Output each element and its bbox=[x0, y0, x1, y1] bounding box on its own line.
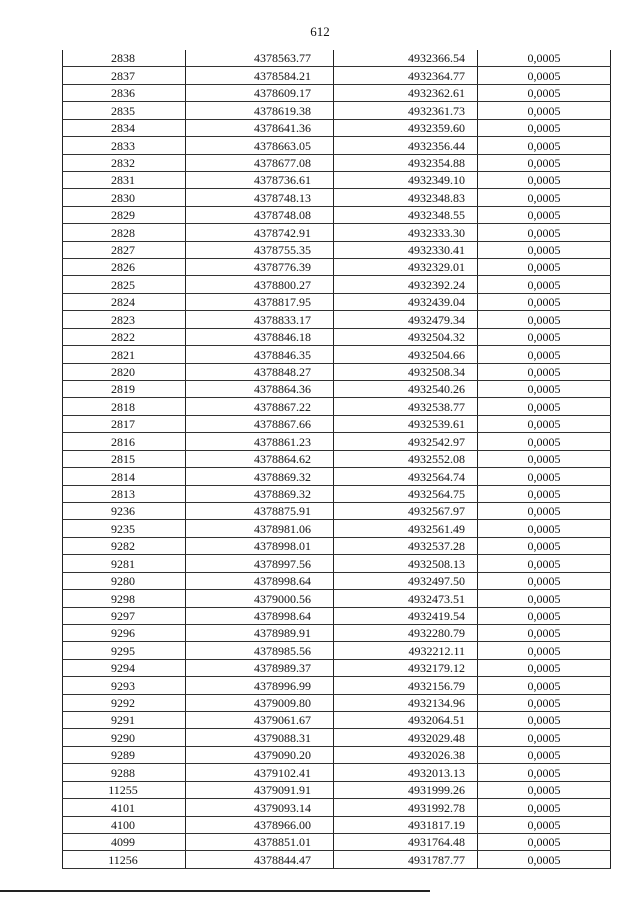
point-number-cell: 2813 bbox=[63, 485, 186, 502]
table-row bbox=[63, 485, 611, 502]
y-coordinate-cell: 4932419.54 bbox=[334, 607, 478, 624]
y-coordinate-cell: 4932497.50 bbox=[334, 572, 478, 589]
point-number-cell: 4099 bbox=[63, 833, 186, 850]
point-number-cell: 9281 bbox=[63, 555, 186, 572]
x-coordinate-cell: 4378846.18 bbox=[186, 328, 334, 345]
table-row bbox=[63, 119, 611, 136]
y-coordinate-cell: 4932354.88 bbox=[334, 154, 478, 171]
point-number-cell: 2828 bbox=[63, 224, 186, 241]
table-row bbox=[63, 241, 611, 258]
point-number-cell: 2821 bbox=[63, 346, 186, 363]
y-coordinate-cell: 4932564.75 bbox=[334, 485, 478, 502]
y-coordinate-cell: 4932156.79 bbox=[334, 677, 478, 694]
value-cell: 0,0005 bbox=[478, 712, 611, 729]
point-number-cell: 2830 bbox=[63, 189, 186, 206]
value-cell: 0,0005 bbox=[478, 555, 611, 572]
table-row bbox=[63, 520, 611, 537]
y-coordinate-cell: 4932064.51 bbox=[334, 712, 478, 729]
point-number-cell: 9292 bbox=[63, 694, 186, 711]
value-cell: 0,0005 bbox=[478, 328, 611, 345]
y-coordinate-cell: 4932361.73 bbox=[334, 102, 478, 119]
y-coordinate-cell: 4932537.28 bbox=[334, 537, 478, 554]
point-number-cell: 2826 bbox=[63, 259, 186, 276]
point-number-cell: 9293 bbox=[63, 677, 186, 694]
y-coordinate-cell: 4932508.34 bbox=[334, 363, 478, 380]
y-coordinate-cell: 4932330.41 bbox=[334, 241, 478, 258]
value-cell: 0,0005 bbox=[478, 119, 611, 136]
point-number-cell: 2816 bbox=[63, 433, 186, 450]
y-coordinate-cell: 4932504.32 bbox=[334, 328, 478, 345]
x-coordinate-cell: 4378748.13 bbox=[186, 189, 334, 206]
bottom-rule bbox=[0, 890, 430, 892]
y-coordinate-cell: 4932212.11 bbox=[334, 642, 478, 659]
table-row bbox=[63, 502, 611, 519]
x-coordinate-cell: 4379009.80 bbox=[186, 694, 334, 711]
x-coordinate-cell: 4378998.64 bbox=[186, 607, 334, 624]
x-coordinate-cell: 4378861.23 bbox=[186, 433, 334, 450]
y-coordinate-cell: 4931764.48 bbox=[334, 833, 478, 850]
x-coordinate-cell: 4378869.32 bbox=[186, 468, 334, 485]
point-number-cell: 9291 bbox=[63, 712, 186, 729]
x-coordinate-cell: 4378609.17 bbox=[186, 84, 334, 101]
x-coordinate-cell: 4379061.67 bbox=[186, 712, 334, 729]
point-number-cell: 9290 bbox=[63, 729, 186, 746]
table-row bbox=[63, 137, 611, 154]
y-coordinate-cell: 4932348.55 bbox=[334, 206, 478, 223]
x-coordinate-cell: 4378748.08 bbox=[186, 206, 334, 223]
y-coordinate-cell: 4932179.12 bbox=[334, 659, 478, 676]
table-row bbox=[63, 50, 611, 67]
table-row bbox=[63, 259, 611, 276]
table-row bbox=[63, 398, 611, 415]
y-coordinate-cell: 4932439.04 bbox=[334, 293, 478, 310]
x-coordinate-cell: 4378736.61 bbox=[186, 171, 334, 188]
point-number-cell: 4101 bbox=[63, 799, 186, 816]
table-row bbox=[63, 67, 611, 84]
value-cell: 0,0005 bbox=[478, 224, 611, 241]
value-cell: 0,0005 bbox=[478, 311, 611, 328]
x-coordinate-cell: 4378997.56 bbox=[186, 555, 334, 572]
table-row bbox=[63, 712, 611, 729]
point-number-cell: 9288 bbox=[63, 764, 186, 781]
x-coordinate-cell: 4378867.22 bbox=[186, 398, 334, 415]
value-cell: 0,0005 bbox=[478, 764, 611, 781]
x-coordinate-cell: 4378869.32 bbox=[186, 485, 334, 502]
x-coordinate-cell: 4378989.37 bbox=[186, 659, 334, 676]
x-coordinate-cell: 4378867.66 bbox=[186, 415, 334, 432]
point-number-cell: 2815 bbox=[63, 450, 186, 467]
y-coordinate-cell: 4932333.30 bbox=[334, 224, 478, 241]
y-coordinate-cell: 4931817.19 bbox=[334, 816, 478, 833]
point-number-cell: 2822 bbox=[63, 328, 186, 345]
point-number-cell: 4100 bbox=[63, 816, 186, 833]
x-coordinate-cell: 4378981.06 bbox=[186, 520, 334, 537]
table-row bbox=[63, 659, 611, 676]
value-cell: 0,0005 bbox=[478, 50, 611, 67]
value-cell: 0,0005 bbox=[478, 259, 611, 276]
table-row bbox=[63, 624, 611, 641]
y-coordinate-cell: 4932280.79 bbox=[334, 624, 478, 641]
point-number-cell: 2818 bbox=[63, 398, 186, 415]
y-coordinate-cell: 4932366.54 bbox=[334, 50, 478, 67]
x-coordinate-cell: 4378833.17 bbox=[186, 311, 334, 328]
point-number-cell: 9294 bbox=[63, 659, 186, 676]
point-number-cell: 2837 bbox=[63, 67, 186, 84]
y-coordinate-cell: 4932356.44 bbox=[334, 137, 478, 154]
value-cell: 0,0005 bbox=[478, 851, 611, 868]
x-coordinate-cell: 4378742.91 bbox=[186, 224, 334, 241]
value-cell: 0,0005 bbox=[478, 450, 611, 467]
point-number-cell: 2832 bbox=[63, 154, 186, 171]
value-cell: 0,0005 bbox=[478, 137, 611, 154]
table-body bbox=[63, 50, 611, 868]
point-number-cell: 2831 bbox=[63, 171, 186, 188]
x-coordinate-cell: 4379000.56 bbox=[186, 590, 334, 607]
value-cell: 0,0005 bbox=[478, 746, 611, 763]
x-coordinate-cell: 4378985.56 bbox=[186, 642, 334, 659]
y-coordinate-cell: 4931787.77 bbox=[334, 851, 478, 868]
y-coordinate-cell: 4932348.83 bbox=[334, 189, 478, 206]
value-cell: 0,0005 bbox=[478, 607, 611, 624]
value-cell: 0,0005 bbox=[478, 659, 611, 676]
y-coordinate-cell: 4932552.08 bbox=[334, 450, 478, 467]
point-number-cell: 9280 bbox=[63, 572, 186, 589]
point-number-cell: 2814 bbox=[63, 468, 186, 485]
table-row bbox=[63, 590, 611, 607]
table-row bbox=[63, 799, 611, 816]
x-coordinate-cell: 4378755.35 bbox=[186, 241, 334, 258]
x-coordinate-cell: 4379093.14 bbox=[186, 799, 334, 816]
x-coordinate-cell: 4378663.05 bbox=[186, 137, 334, 154]
point-number-cell: 2836 bbox=[63, 84, 186, 101]
x-coordinate-cell: 4378864.36 bbox=[186, 381, 334, 398]
y-coordinate-cell: 4932013.13 bbox=[334, 764, 478, 781]
point-number-cell: 2824 bbox=[63, 293, 186, 310]
point-number-cell: 2820 bbox=[63, 363, 186, 380]
table-row bbox=[63, 746, 611, 763]
y-coordinate-cell: 4932329.01 bbox=[334, 259, 478, 276]
x-coordinate-cell: 4378677.08 bbox=[186, 154, 334, 171]
y-coordinate-cell: 4932364.77 bbox=[334, 67, 478, 84]
x-coordinate-cell: 4378844.47 bbox=[186, 851, 334, 868]
point-number-cell: 2819 bbox=[63, 381, 186, 398]
y-coordinate-cell: 4932479.34 bbox=[334, 311, 478, 328]
y-coordinate-cell: 4931999.26 bbox=[334, 781, 478, 798]
point-number-cell: 11255 bbox=[63, 781, 186, 798]
x-coordinate-cell: 4378998.01 bbox=[186, 537, 334, 554]
table-row bbox=[63, 189, 611, 206]
y-coordinate-cell: 4932538.77 bbox=[334, 398, 478, 415]
value-cell: 0,0005 bbox=[478, 346, 611, 363]
value-cell: 0,0005 bbox=[478, 206, 611, 223]
table-row bbox=[63, 729, 611, 746]
y-coordinate-cell: 4932508.13 bbox=[334, 555, 478, 572]
point-number-cell: 2827 bbox=[63, 241, 186, 258]
table-row bbox=[63, 450, 611, 467]
point-number-cell: 11256 bbox=[63, 851, 186, 868]
value-cell: 0,0005 bbox=[478, 468, 611, 485]
value-cell: 0,0005 bbox=[478, 624, 611, 641]
value-cell: 0,0005 bbox=[478, 84, 611, 101]
value-cell: 0,0005 bbox=[478, 293, 611, 310]
page-number: 612 bbox=[310, 24, 330, 39]
table-row bbox=[63, 346, 611, 363]
point-number-cell: 9296 bbox=[63, 624, 186, 641]
x-coordinate-cell: 4378851.01 bbox=[186, 833, 334, 850]
value-cell: 0,0005 bbox=[478, 520, 611, 537]
y-coordinate-cell: 4932540.26 bbox=[334, 381, 478, 398]
point-number-cell: 2834 bbox=[63, 119, 186, 136]
table-row bbox=[63, 816, 611, 833]
x-coordinate-cell: 4378998.64 bbox=[186, 572, 334, 589]
value-cell: 0,0005 bbox=[478, 677, 611, 694]
value-cell: 0,0005 bbox=[478, 833, 611, 850]
value-cell: 0,0005 bbox=[478, 694, 611, 711]
point-number-cell: 9235 bbox=[63, 520, 186, 537]
table-row bbox=[63, 694, 611, 711]
table-row bbox=[63, 764, 611, 781]
point-number-cell: 9236 bbox=[63, 502, 186, 519]
table-row bbox=[63, 833, 611, 850]
table-row bbox=[63, 102, 611, 119]
table-row bbox=[63, 224, 611, 241]
x-coordinate-cell: 4378800.27 bbox=[186, 276, 334, 293]
table-row bbox=[63, 572, 611, 589]
y-coordinate-cell: 4932567.97 bbox=[334, 502, 478, 519]
x-coordinate-cell: 4378776.39 bbox=[186, 259, 334, 276]
x-coordinate-cell: 4378966.00 bbox=[186, 816, 334, 833]
value-cell: 0,0005 bbox=[478, 398, 611, 415]
value-cell: 0,0005 bbox=[478, 102, 611, 119]
value-cell: 0,0005 bbox=[478, 572, 611, 589]
value-cell: 0,0005 bbox=[478, 381, 611, 398]
y-coordinate-cell: 4932564.74 bbox=[334, 468, 478, 485]
table-row bbox=[63, 781, 611, 798]
value-cell: 0,0005 bbox=[478, 189, 611, 206]
x-coordinate-cell: 4379091.91 bbox=[186, 781, 334, 798]
table-row bbox=[63, 328, 611, 345]
x-coordinate-cell: 4378563.77 bbox=[186, 50, 334, 67]
y-coordinate-cell: 4932542.97 bbox=[334, 433, 478, 450]
x-coordinate-cell: 4378875.91 bbox=[186, 502, 334, 519]
y-coordinate-cell: 4932359.60 bbox=[334, 119, 478, 136]
table-row bbox=[63, 363, 611, 380]
point-number-cell: 9298 bbox=[63, 590, 186, 607]
x-coordinate-cell: 4378817.95 bbox=[186, 293, 334, 310]
point-number-cell: 2817 bbox=[63, 415, 186, 432]
table-row bbox=[63, 276, 611, 293]
y-coordinate-cell: 4932029.48 bbox=[334, 729, 478, 746]
value-cell: 0,0005 bbox=[478, 171, 611, 188]
table-row bbox=[63, 677, 611, 694]
value-cell: 0,0005 bbox=[478, 363, 611, 380]
x-coordinate-cell: 4379090.20 bbox=[186, 746, 334, 763]
point-number-cell: 2825 bbox=[63, 276, 186, 293]
point-number-cell: 2838 bbox=[63, 50, 186, 67]
y-coordinate-cell: 4932392.24 bbox=[334, 276, 478, 293]
value-cell: 0,0005 bbox=[478, 502, 611, 519]
x-coordinate-cell: 4378996.99 bbox=[186, 677, 334, 694]
value-cell: 0,0005 bbox=[478, 799, 611, 816]
point-number-cell: 9282 bbox=[63, 537, 186, 554]
x-coordinate-cell: 4379088.31 bbox=[186, 729, 334, 746]
x-coordinate-cell: 4378619.38 bbox=[186, 102, 334, 119]
y-coordinate-cell: 4932349.10 bbox=[334, 171, 478, 188]
y-coordinate-cell: 4932561.49 bbox=[334, 520, 478, 537]
value-cell: 0,0005 bbox=[478, 816, 611, 833]
value-cell: 0,0005 bbox=[478, 781, 611, 798]
y-coordinate-cell: 4932362.61 bbox=[334, 84, 478, 101]
x-coordinate-cell: 4378846.35 bbox=[186, 346, 334, 363]
value-cell: 0,0005 bbox=[478, 485, 611, 502]
table-row bbox=[63, 171, 611, 188]
coordinates-table-container bbox=[62, 50, 610, 869]
table-row bbox=[63, 293, 611, 310]
table-row bbox=[63, 311, 611, 328]
x-coordinate-cell: 4379102.41 bbox=[186, 764, 334, 781]
table-row bbox=[63, 468, 611, 485]
x-coordinate-cell: 4378989.91 bbox=[186, 624, 334, 641]
table-row bbox=[63, 381, 611, 398]
value-cell: 0,0005 bbox=[478, 590, 611, 607]
y-coordinate-cell: 4932134.96 bbox=[334, 694, 478, 711]
x-coordinate-cell: 4378864.62 bbox=[186, 450, 334, 467]
y-coordinate-cell: 4932473.51 bbox=[334, 590, 478, 607]
table-row bbox=[63, 433, 611, 450]
x-coordinate-cell: 4378848.27 bbox=[186, 363, 334, 380]
value-cell: 0,0005 bbox=[478, 537, 611, 554]
table-row bbox=[63, 415, 611, 432]
y-coordinate-cell: 4932504.66 bbox=[334, 346, 478, 363]
table-row bbox=[63, 607, 611, 624]
point-number-cell: 2833 bbox=[63, 137, 186, 154]
coordinates-table bbox=[62, 50, 611, 869]
table-row bbox=[63, 154, 611, 171]
table-row bbox=[63, 851, 611, 868]
y-coordinate-cell: 4932539.61 bbox=[334, 415, 478, 432]
point-number-cell: 9295 bbox=[63, 642, 186, 659]
x-coordinate-cell: 4378584.21 bbox=[186, 67, 334, 84]
point-number-cell: 9297 bbox=[63, 607, 186, 624]
point-number-cell: 9289 bbox=[63, 746, 186, 763]
table-row bbox=[63, 84, 611, 101]
x-coordinate-cell: 4378641.36 bbox=[186, 119, 334, 136]
table-row bbox=[63, 555, 611, 572]
table-row bbox=[63, 642, 611, 659]
value-cell: 0,0005 bbox=[478, 154, 611, 171]
point-number-cell: 2823 bbox=[63, 311, 186, 328]
value-cell: 0,0005 bbox=[478, 642, 611, 659]
table-row bbox=[63, 206, 611, 223]
value-cell: 0,0005 bbox=[478, 729, 611, 746]
value-cell: 0,0005 bbox=[478, 415, 611, 432]
table-row bbox=[63, 537, 611, 554]
y-coordinate-cell: 4931992.78 bbox=[334, 799, 478, 816]
point-number-cell: 2835 bbox=[63, 102, 186, 119]
value-cell: 0,0005 bbox=[478, 67, 611, 84]
value-cell: 0,0005 bbox=[478, 276, 611, 293]
value-cell: 0,0005 bbox=[478, 433, 611, 450]
point-number-cell: 2829 bbox=[63, 206, 186, 223]
y-coordinate-cell: 4932026.38 bbox=[334, 746, 478, 763]
value-cell: 0,0005 bbox=[478, 241, 611, 258]
